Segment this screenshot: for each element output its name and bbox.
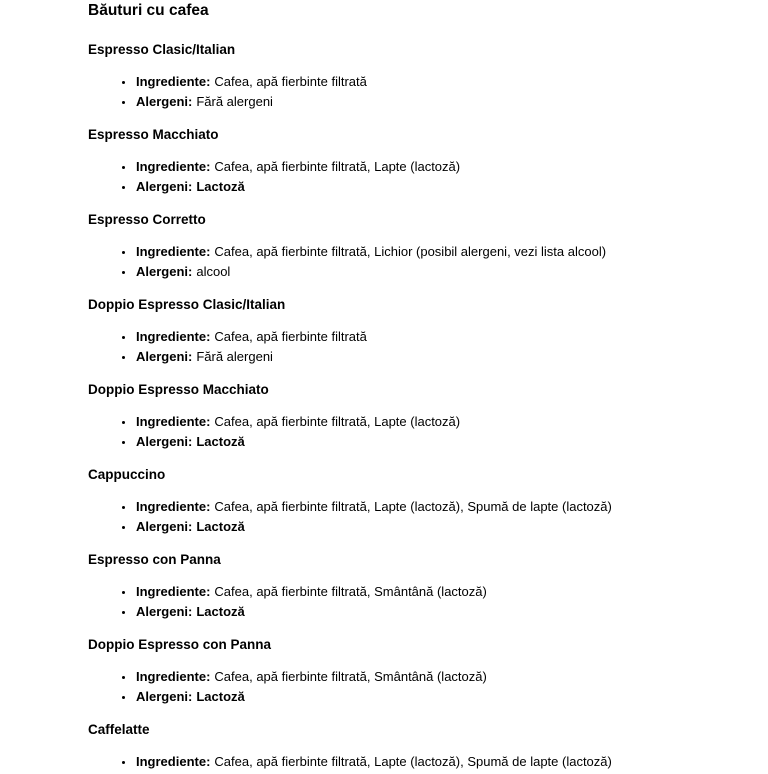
ingredients-label: Ingrediente: <box>136 584 211 599</box>
ingredients-value: Cafea, apă fierbinte filtrată <box>214 74 367 89</box>
drink-name: Espresso Macchiato <box>88 127 219 142</box>
drink-section <box>88 637 728 706</box>
drink-section <box>88 722 728 772</box>
drink-section <box>88 127 728 196</box>
allergens-label: Alergeni: <box>136 603 193 619</box>
drink-properties <box>88 157 728 196</box>
allergens-value: alcool <box>196 263 231 279</box>
drink-name: Espresso Clasic/Italian <box>88 42 236 57</box>
ingredients-value: Cafea, apă fierbinte filtrată, Lapte (lactoză), Spumă de lapte (lactoză) <box>214 754 612 769</box>
drink-sections <box>88 42 728 772</box>
drink-properties <box>88 497 728 536</box>
ingredients-label: Ingrediente: <box>136 159 211 174</box>
drink-name: Doppio Espresso Clasic/Italian <box>88 297 286 312</box>
ingredients-label: Ingrediente: <box>136 74 211 89</box>
drink-name: Espresso Corretto <box>88 212 206 227</box>
ingredients-label: Ingrediente: <box>136 754 211 769</box>
drink-properties <box>88 667 728 706</box>
allergens-label: Alergeni: <box>136 93 193 109</box>
drink-properties <box>88 72 728 111</box>
drink-name: Doppio Espresso Macchiato <box>88 382 269 397</box>
drink-name: Cappuccino <box>88 467 166 482</box>
drink-name: Doppio Espresso con Panna <box>88 637 272 652</box>
ingredients-item <box>135 242 728 262</box>
ingredients-value: Cafea, apă fierbinte filtrată, Lapte (lactoză) <box>214 414 461 429</box>
allergens-label: Alergeni: <box>136 178 193 194</box>
ingredients-label: Ingrediente: <box>136 244 211 259</box>
allergens-value: Lactoză <box>196 603 245 619</box>
ingredients-value: Cafea, apă fierbinte filtrată, Smântână (lactoză) <box>214 669 487 684</box>
drink-properties <box>88 242 728 281</box>
allergens-value: Fără alergeni <box>196 348 273 364</box>
ingredients-label: Ingrediente: <box>136 499 211 514</box>
allergens-label: Alergeni: <box>136 688 193 704</box>
ingredients-value: Cafea, apă fierbinte filtrată <box>214 329 367 344</box>
ingredients-label: Ingrediente: <box>136 329 211 344</box>
drink-properties <box>88 752 728 772</box>
drink-section <box>88 552 728 621</box>
ingredients-item <box>135 497 728 517</box>
page-title: Băuturi cu cafea <box>88 2 209 19</box>
drink-name: Caffelatte <box>88 722 150 737</box>
allergens-item <box>135 602 728 622</box>
allergens-label: Alergeni: <box>136 433 193 449</box>
ingredients-item <box>135 72 728 92</box>
drink-section <box>88 382 728 451</box>
allergens-item <box>135 262 728 282</box>
allergens-label: Alergeni: <box>136 518 193 534</box>
ingredients-value: Cafea, apă fierbinte filtrată, Smântână (lactoză) <box>214 584 487 599</box>
drink-properties <box>88 412 728 451</box>
drink-properties <box>88 582 728 621</box>
drink-section <box>88 467 728 536</box>
allergens-value: Lactoză <box>196 178 245 194</box>
allergens-value: Lactoză <box>196 433 245 449</box>
allergens-item <box>135 177 728 197</box>
ingredients-item <box>135 752 728 772</box>
allergens-label: Alergeni: <box>136 263 193 279</box>
allergens-item <box>135 432 728 452</box>
ingredients-value: Cafea, apă fierbinte filtrată, Lapte (lactoză), Spumă de lapte (lactoză) <box>214 499 612 514</box>
allergens-item <box>135 92 728 112</box>
allergens-value: Lactoză <box>196 688 245 704</box>
ingredients-item <box>135 157 728 177</box>
ingredients-item <box>135 412 728 432</box>
ingredients-item <box>135 667 728 687</box>
drink-section <box>88 212 728 281</box>
allergens-item <box>135 347 728 367</box>
allergens-label: Alergeni: <box>136 348 193 364</box>
ingredients-item <box>135 582 728 602</box>
allergens-value: Fără alergeni <box>196 93 273 109</box>
allergens-value: Lactoză <box>196 518 245 534</box>
ingredients-label: Ingrediente: <box>136 669 211 684</box>
drink-properties <box>88 327 728 366</box>
ingredients-item <box>135 327 728 347</box>
drink-name: Espresso con Panna <box>88 552 221 567</box>
drink-section <box>88 42 728 111</box>
ingredients-value: Cafea, apă fierbinte filtrată, Lapte (lactoză) <box>214 159 461 174</box>
ingredients-label: Ingrediente: <box>136 414 211 429</box>
drink-section <box>88 297 728 366</box>
allergens-item <box>135 687 728 707</box>
ingredients-value: Cafea, apă fierbinte filtrată, Lichior (posibil alergeni, vezi lista alcool) <box>214 244 607 259</box>
allergens-item <box>135 517 728 537</box>
